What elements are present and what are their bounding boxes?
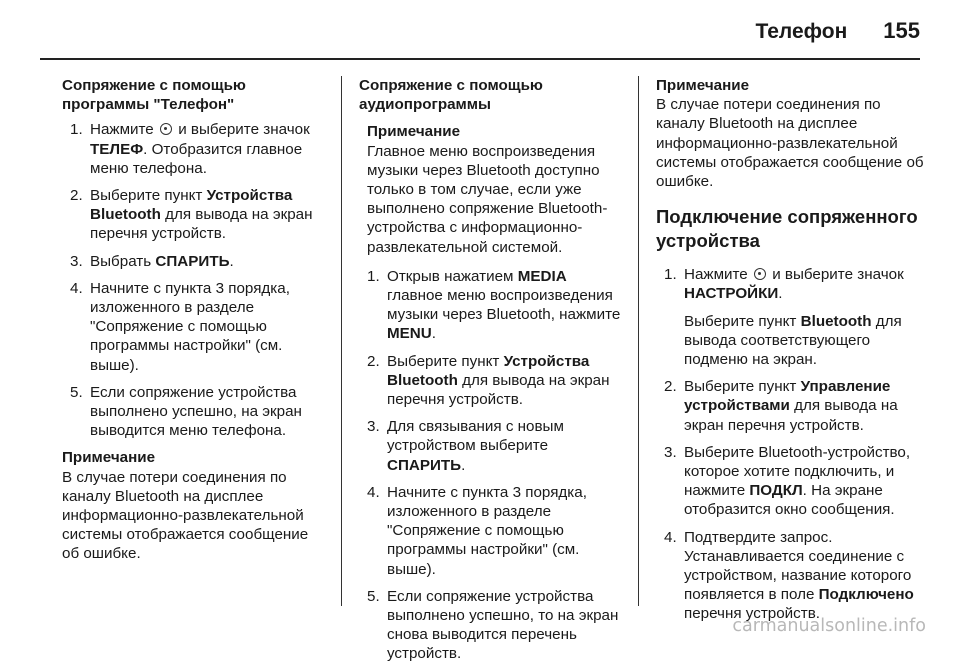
list-item: 5. Если сопряжение устройства выполнено успешно, на экран выводится меню телефона. [70, 383, 302, 440]
list-item: 5. Если сопряжение устройства выполнено успешно, то на экран снова выводится перечень устройств. [367, 587, 619, 663]
note-text: Главное меню воспроизведения музыки через Bluetooth доступно только в том случае, если уже выполнено сопряжение Bluetooth-устройства с информационно-развлекательной системой. [367, 142, 608, 256]
list-item: 3. Выберите Bluetooth-устройство, которое хотите подключить, и нажмите ПОДКЛ. На экране отобразится окно сообщения. [664, 443, 911, 519]
note-block [62, 448, 328, 563]
note-title: Примечание [367, 123, 461, 141]
watermark: carmanualsonline.info [732, 616, 926, 636]
list-item: 2. Выберите пункт Управление устройствами для вывода на экран перечня устройств. [664, 378, 898, 434]
column-3 [656, 76, 928, 632]
settings-icon [160, 123, 172, 135]
list-item: 4. Начните с пункта 3 порядка, изложенного в разделе "Сопряжение с помощью программы настройки" (см. выше). [70, 279, 290, 374]
page-header [755, 18, 920, 48]
note-text: В случае потери соединения по каналу Bluetooth на дисплее информационно-развлекательной системы отображается сообщение об ошибке. [62, 468, 309, 563]
page-title: Телефон [755, 20, 848, 43]
section-title-phone-pairing: Сопряжение с помощью программы "Телефон" [62, 77, 246, 114]
note-block [367, 122, 625, 256]
list-item: 2. Выберите пункт Устройства Bluetooth для вывода на экран перечня устройств. [367, 352, 610, 409]
note-text: В случае потери соединения по каналу Bluetooth на дисплее информационно-развлекательной системы отображается сообщение об ошибке. [656, 96, 924, 191]
list-item: 3. Выбрать СПАРИТЬ. [70, 252, 234, 270]
column-2 [359, 76, 625, 672]
note-block [656, 76, 928, 191]
list-item-subtext: Выберите пункт Bluetooth для вывода соответствующего подменю на экран. [684, 312, 902, 369]
section-heading-connect-device: Подключение сопряженного устройства [656, 206, 918, 252]
steps-list-phone [62, 120, 328, 440]
column-1 [62, 76, 328, 564]
steps-list-audio [359, 267, 625, 664]
list-item: 1. Открыв нажатием MEDIA главное меню воспроизведения музыки через Bluetooth, нажмите MENU. [367, 267, 621, 343]
list-item: 1. Нажмите и выберите значок ТЕЛЕФ. Отобразится главное меню телефона. [70, 121, 310, 177]
steps-list-connect [656, 265, 928, 623]
header-rule [40, 58, 920, 60]
section-title-audio-pairing: Сопряжение с помощью аудиопрограммы [359, 77, 543, 114]
column-divider-1 [341, 76, 342, 606]
page-number: 155 [883, 18, 920, 43]
note-title: Примечание [656, 77, 750, 94]
column-divider-2 [638, 76, 639, 606]
list-item: 1. Нажмите и выберите значок НАСТРОЙКИ. Выберите пункт Bluetooth для вывода соответствующего подменю на экран. [656, 265, 928, 369]
list-item: 4. Подтвердите запрос. Устанавливается соединение с устройством, название которого появляется в поле Подключено перечня устройств. [664, 528, 914, 623]
list-item: 4. Начните с пункта 3 порядка, изложенного в разделе "Сопряжение с помощью программы настройки" (см. выше). [367, 483, 587, 578]
list-item: 2. Выберите пункт Устройства Bluetooth для вывода на экран перечня устройств. [70, 187, 313, 243]
settings-icon [754, 268, 766, 280]
list-item: 3. Для связывания с новым устройством выберите СПАРИТЬ. [367, 418, 564, 474]
note-title: Примечание [62, 449, 156, 467]
